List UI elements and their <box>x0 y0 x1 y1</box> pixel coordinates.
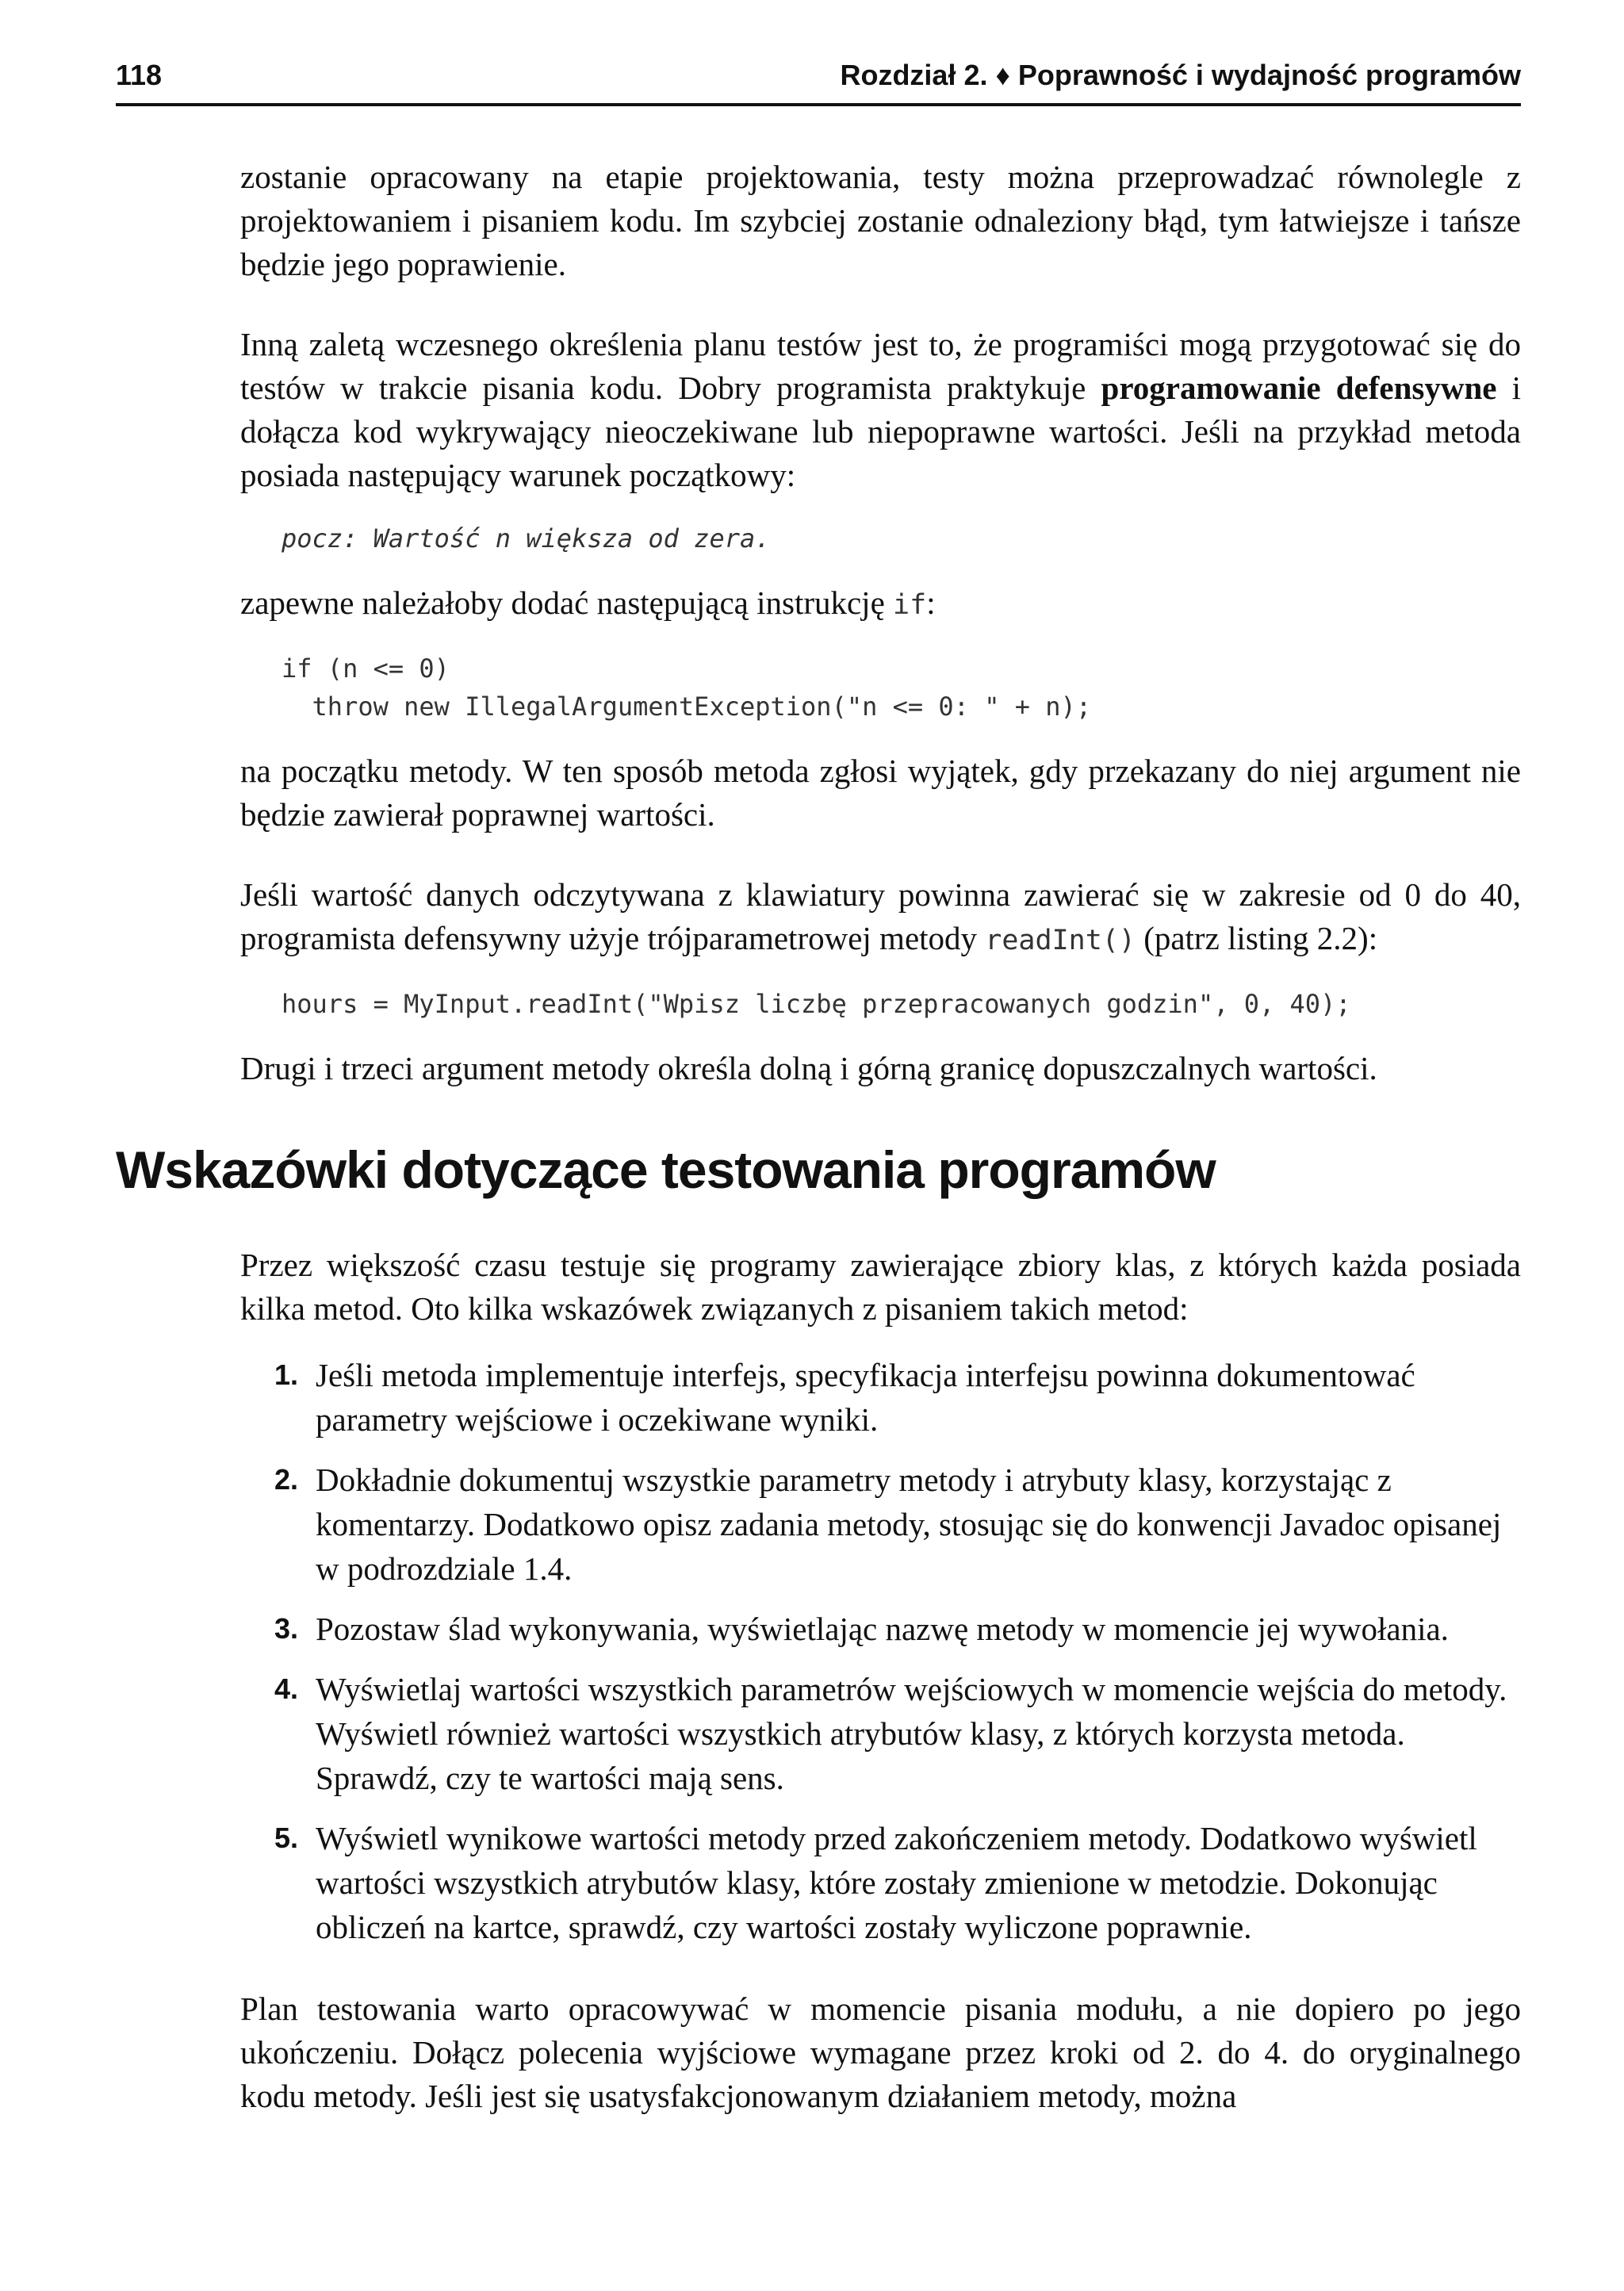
inline-code: readInt() <box>985 925 1136 956</box>
list-item <box>274 1353 1521 1442</box>
paragraph-closing: Plan testowania warto opracowywać w momencie pisania modułu, a nie dopiero po jego ukończeniu. Dołącz polecenia wyjściowe wymagane przez kroki od 2. do 4. do oryginalnego kodu metody. Jeśli jest się usatysfakcjonowanym działaniem metody, można <box>240 1990 1521 2114</box>
list-item-text: Pozostaw ślad wykonywania, wyświetlając nazwę metody w momencie jej wywołania. <box>316 1611 1449 1647</box>
list-item <box>274 1667 1521 1800</box>
paragraph-text: zapewne należałoby dodać następującą instrukcję <box>240 584 894 621</box>
section-heading: Wskazówki dotyczące testowania programów <box>116 1140 1216 1199</box>
list-item-text: Wyświetl wynikowe wartości metody przed zakończeniem metody. Dodatkowo wyświetl wartości wszystkich atrybutów klasy, które zostały zmienione w metodzie. Dokonując obliczeń na kartce, sprawdź, czy wartości zostały wyliczone poprawnie. <box>316 1820 1477 1945</box>
list-item-text: Dokładnie dokumentuj wszystkie parametry metody i atrybuty klasy, korzystając z komentarzy. Dodatkowo opisz zadania metody, stosując się do konwencji Javadoc opisanej w podrozdziale 1.4. <box>316 1462 1502 1587</box>
paragraph-readint <box>240 873 1521 963</box>
code-block-if: if (n <= 0) throw new IllegalArgumentException("n <= 0: " + n); <box>282 653 1092 722</box>
section-body-testing <box>240 1243 1521 2118</box>
paragraph-intro: Przez większość czasu testuje się programy zawierające zbiory klas, z których każda posiada kilka metod. Oto kilka wskazówek związanych z pisaniem takich metod: <box>240 1247 1521 1327</box>
bold-term: programowanie defensywne <box>1101 370 1497 406</box>
paragraph-if-instruction <box>240 581 1521 627</box>
paragraph-text: (patrz listing 2.2): <box>1135 920 1378 956</box>
list-item-text: Jeśli metoda implementuje interfejs, specyfikacja interfejsu powinna dokumentować parametry wejściowe i oczekiwane wyniki. <box>316 1357 1415 1438</box>
list-item-text: Wyświetlaj wartości wszystkich parametrów wejściowych w momencie wejścia do metody. Wyświetl również wartości wszystkich atrybutów klasy, z których korzysta metoda. Sprawdź, czy te wartości mają sens. <box>316 1671 1507 1796</box>
page-number: 118 <box>116 59 163 91</box>
precondition-code: pocz: Wartość n większa od zera. <box>282 523 771 554</box>
list-item-number: 2. <box>274 1463 299 1496</box>
paragraph-continuation: zostanie opracowany na etapie projektowania, testy można przeprowadzać równolegle z projektowaniem i pisaniem kodu. Im szybciej zostanie odnaleziony błąd, tym łatwiejsze i tańsze będzie jego poprawienie. <box>240 159 1521 282</box>
page-header <box>116 54 1521 106</box>
list-item-number: 4. <box>274 1672 299 1705</box>
paragraph-text: Jeśli wartość danych odczytywana z klawiatury powinna zawierać się w zakresie od 0 do 40, programista defensywny użyje trójparametrowej metody <box>240 876 1521 956</box>
paragraph-arguments: Drugi i trzeci argument metody określa dolną i górną granicę dopuszczalnych wartości. <box>240 1050 1377 1086</box>
list-item <box>274 1607 1521 1651</box>
paragraph-text: i dołącza kod wykrywający nieoczekiwane lub niepoprawne wartości. Jeśli na przykład metoda posiada następujący warunek początkowy: <box>240 370 1522 493</box>
section-body <box>240 155 1521 1090</box>
tips-list <box>240 1353 1521 1949</box>
paragraph-text: Inną zaletą wczesnego określenia planu testów jest to, że programiści mogą przygotować się do testów w trakcie pisania kodu. Dobry programista praktykuje <box>240 326 1521 406</box>
running-head: Rozdział 2. ♦ Poprawność i wydajność programów <box>840 59 1521 91</box>
list-item-number: 5. <box>274 1822 299 1854</box>
code-block-hours: hours = MyInput.readInt("Wpisz liczbę przepracowanych godzin", 0, 40); <box>282 989 1351 1019</box>
list-item-number: 1. <box>274 1358 299 1391</box>
list-item <box>274 1458 1521 1591</box>
paragraph-text: : <box>926 584 936 621</box>
paragraph-exception: na początku metody. W ten sposób metoda zgłosi wyjątek, gdy przekazany do niej argument nie będzie zawierał poprawnej wartości. <box>240 753 1521 833</box>
list-item-number: 3. <box>274 1612 299 1645</box>
inline-code: if <box>893 589 927 621</box>
paragraph-defensive-programming <box>240 323 1521 497</box>
list-item <box>274 1816 1521 1949</box>
